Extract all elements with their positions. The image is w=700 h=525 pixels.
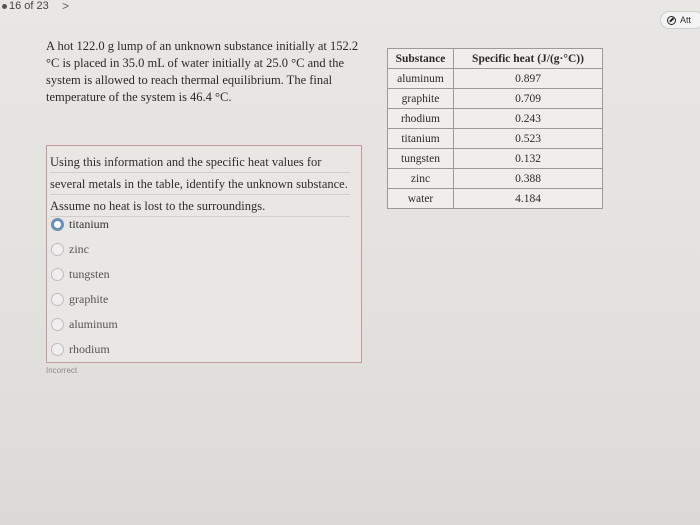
- cell-specific-heat: 0.709: [454, 89, 603, 109]
- question-progress: [0, 0, 49, 13]
- cell-substance: aluminum: [388, 69, 454, 89]
- option-graphite[interactable]: [51, 287, 118, 312]
- cell-specific-heat: 0.897: [454, 69, 603, 89]
- table-row: [388, 189, 603, 209]
- table-header-specific-heat: Specific heat (J/(g·°C)): [454, 49, 603, 69]
- option-zinc[interactable]: [51, 237, 118, 262]
- table-row: [388, 69, 603, 89]
- progress-dot-icon: [2, 4, 7, 9]
- cell-substance: graphite: [388, 89, 454, 109]
- cell-specific-heat: 0.523: [454, 129, 603, 149]
- cell-substance: rhodium: [388, 109, 454, 129]
- option-tungsten[interactable]: [51, 262, 118, 287]
- answer-options: [51, 212, 118, 362]
- table-row: [388, 129, 603, 149]
- next-question-arrow[interactable]: >: [62, 0, 70, 13]
- option-label: rhodium: [69, 342, 110, 356]
- question-text: A hot 122.0 g lump of an unknown substance initially at 152.2 °C is placed in 35.0 mL of water initially at 25.0 °C and the system is allowed to reach thermal equilibrium. The final temperature of the system is 46.4 °C.: [46, 39, 359, 104]
- top-bar: [0, 0, 700, 25]
- option-label: aluminum: [69, 317, 118, 331]
- table-row: [388, 169, 603, 189]
- cell-specific-heat: 4.184: [454, 189, 603, 209]
- answer-status: Incorrect: [46, 366, 78, 375]
- radio-icon[interactable]: [51, 318, 64, 331]
- specific-heat-table: [387, 48, 603, 209]
- option-rhodium[interactable]: [51, 337, 118, 362]
- attempt-button[interactable]: [660, 11, 700, 29]
- option-label: graphite: [69, 292, 109, 306]
- table-header-substance: Substance: [388, 49, 454, 69]
- option-label: zinc: [69, 242, 89, 256]
- radio-icon[interactable]: [51, 268, 64, 281]
- option-label: tungsten: [69, 267, 110, 281]
- answer-box: [46, 145, 362, 363]
- cell-specific-heat: 0.132: [454, 149, 603, 169]
- cell-substance: titanium: [388, 129, 454, 149]
- cell-substance: zinc: [388, 169, 454, 189]
- table-row: [388, 149, 603, 169]
- radio-selected-icon[interactable]: [51, 218, 64, 231]
- cell-substance: tungsten: [388, 149, 454, 169]
- table-row: [388, 89, 603, 109]
- cell-substance: water: [388, 189, 454, 209]
- blocked-icon: [667, 16, 676, 25]
- table-row: [388, 109, 603, 129]
- progress-label: 16 of 23: [9, 0, 49, 12]
- radio-icon[interactable]: [51, 243, 64, 256]
- option-titanium[interactable]: [51, 212, 118, 237]
- radio-icon[interactable]: [51, 293, 64, 306]
- cell-specific-heat: 0.388: [454, 169, 603, 189]
- cell-specific-heat: 0.243: [454, 109, 603, 129]
- radio-icon[interactable]: [51, 343, 64, 356]
- answer-prompt: Using this information and the specific heat values for several metals in the table, identify the unknown substance. Assume no heat is lost to the surroundings.: [50, 151, 350, 217]
- option-aluminum[interactable]: [51, 312, 118, 337]
- option-label: titanium: [69, 217, 109, 231]
- attempt-label: Att: [680, 15, 692, 25]
